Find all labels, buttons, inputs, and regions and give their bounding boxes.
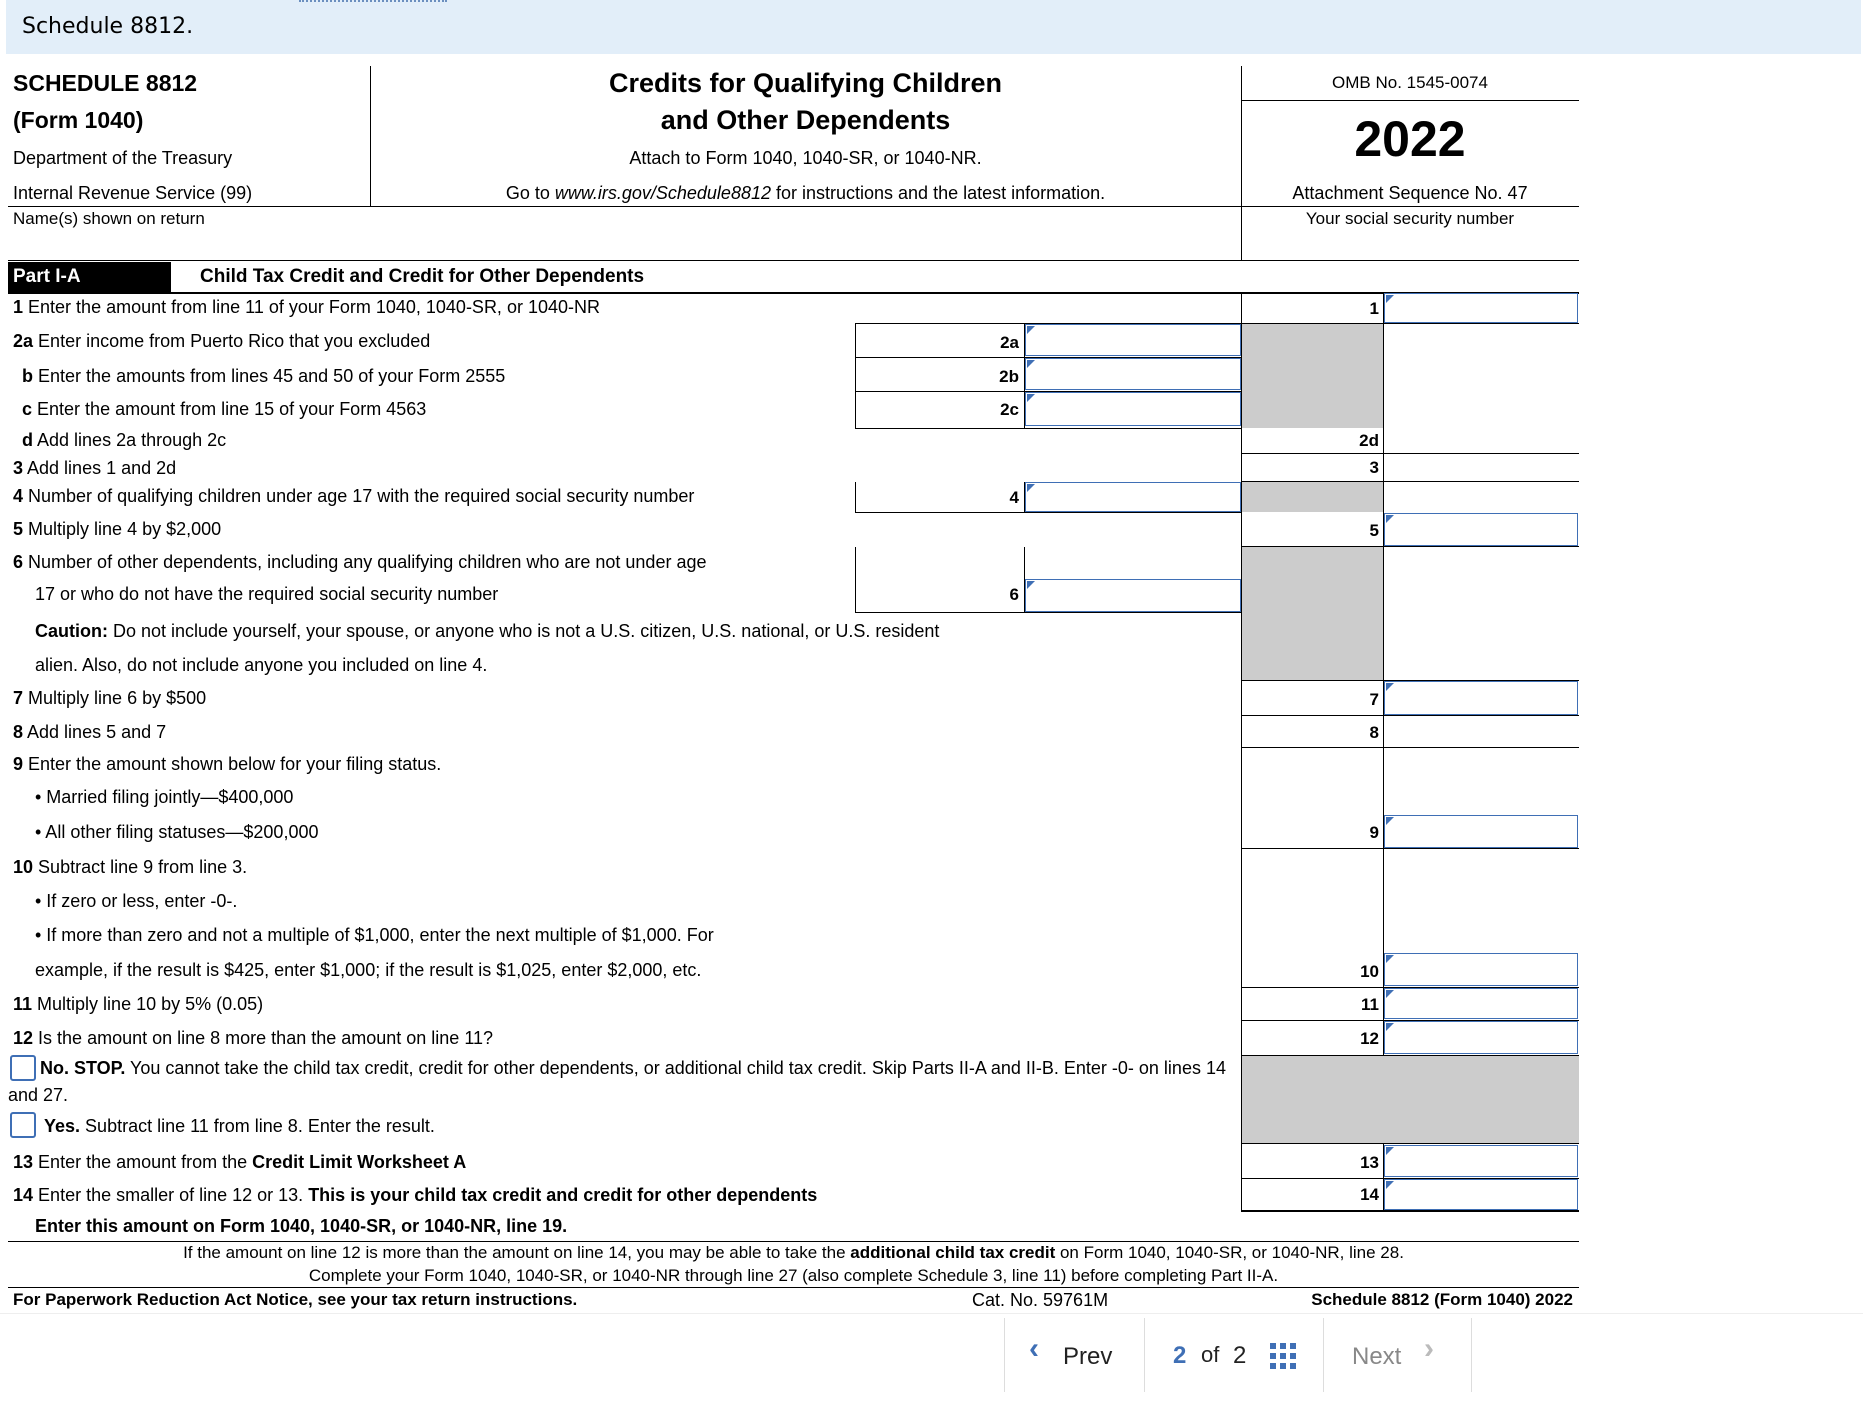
grid-icon[interactable] [1270,1343,1298,1371]
line-14-num: 14 [13,1185,34,1205]
line-13-text [13,1152,466,1173]
line-7-text [13,688,206,709]
rule-12 [1241,1055,1579,1056]
omb-number: OMB No. 1545-0074 [1332,73,1488,92]
line-13-label: Enter the amount from the [38,1152,253,1172]
box-12-label: 12 [1360,1029,1379,1048]
attachment-sequence: Attachment Sequence No. 47 [1292,183,1528,203]
caution-text [35,621,939,642]
line-12-num: 12 [13,1028,34,1048]
attach-instruction: Attach to Form 1040, 1040-SR, or 1040-NR. [629,148,982,168]
line-10-text [13,857,247,878]
paperwork-notice: For Paperwork Reduction Act Notice, see your tax return instructions. [13,1290,578,1309]
rule-13-top [1241,1143,1579,1144]
box-8-label: 8 [1369,723,1379,742]
line-5-label: Multiply line 4 by $2,000 [28,519,222,539]
box-1-label: 1 [1369,299,1379,318]
line-11-num: 11 [13,994,33,1014]
line-6-label-2: 17 or who do not have the required social security number [35,584,499,604]
header-dotted-rule [299,0,447,2]
yes-checkbox[interactable] [10,1112,36,1138]
line-2a-text [13,331,430,352]
box-7-label: 7 [1369,690,1379,709]
line-2b-num: b [22,366,33,386]
no-checkbox[interactable] [10,1055,36,1081]
line-2d-num: d [22,430,33,450]
catalog-number: Cat. No. 59761M [972,1290,1109,1310]
footer-note-2: Complete your Form 1040, 1040-SR, or 1040-NR through line 27 (also complete Schedule 3, line 11) before completing Part II-A. [308,1266,1279,1285]
line-6-label-1: Number of other dependents, including any qualifying children who are not under age [28,552,707,572]
form-label: (Form 1040) [13,107,144,133]
rule-9 [1241,848,1579,849]
schedule-title: SCHEDULE 8812 [13,70,198,96]
box-2c-label: 2c [1000,400,1019,419]
rule-2d [1241,453,1579,454]
line-9-text [13,754,441,775]
line-10-bullet-1: • If zero or less, enter -0-. [35,891,238,911]
rule-6 [855,612,1241,613]
line-5-num: 5 [13,519,24,539]
rule-8 [1241,747,1579,748]
line-14-label: Enter the smaller of line 12 or 13. [38,1185,309,1205]
footer-top-rule [8,1241,1579,1242]
rule-2c [855,428,1241,429]
line-13-worksheet: Credit Limit Worksheet A [252,1152,467,1172]
form-main-title-line2: and Other Dependents [660,105,951,135]
line-9-label: Enter the amount shown below for your filing status. [28,754,442,774]
box-2b-label: 2b [999,367,1019,386]
line-5-text [13,519,221,540]
line-13-num: 13 [13,1152,34,1172]
rule-7-top [1241,680,1579,681]
line-1-label: Enter the amount from line 11 of your Form 1040, 1040-SR, or 1040-NR [28,297,600,317]
rule-14 [1241,1210,1579,1212]
line-10-input[interactable] [1384,953,1578,986]
box-3-label: 3 [1369,458,1379,477]
shade-12 [1242,1055,1579,1143]
box-13-label: 13 [1360,1153,1379,1172]
line-2b-label: Enter the amounts from lines 45 and 50 of your Form 2555 [38,366,506,386]
prev-button[interactable] [1005,1318,1144,1392]
line-14-text [13,1185,817,1206]
line-6-text [13,552,706,573]
goto-url: www.irs.gov/Schedule8812 [554,183,771,203]
next-button[interactable] [1324,1318,1471,1392]
no-option-text-2: and 27. [8,1085,69,1105]
line-9-num: 9 [13,754,24,774]
goto-instruction [370,183,1241,204]
form-main-title-line1: Credits for Qualifying Children [608,68,1003,98]
no-label: No. STOP. [40,1058,126,1078]
chevron-right-icon: › [1424,1332,1434,1365]
rule-4 [855,512,1241,513]
line-3-label: Add lines 1 and 2d [27,458,177,478]
line-5-input[interactable] [1384,513,1578,546]
line-8-text [13,722,166,743]
page-of: of [1201,1342,1220,1367]
rule-7 [1241,715,1579,716]
name-row-top-rule [8,206,1579,207]
box-4-label: 4 [1009,488,1019,507]
line-2c-num: c [22,399,33,419]
goto-pre: Go to [505,183,555,203]
no-body: You cannot take the child tax credit, credit for other dependents, or additional child tax credit. Skip Parts II-A and II-B. Enter -0- on lines 14 [125,1058,1226,1078]
pager-divider [0,1313,1863,1314]
line-7-label: Multiply line 6 by $500 [28,688,207,708]
footer-note-1-pre: If the amount on line 12 is more than the amount on line 14, you may be able to take the [183,1243,851,1262]
shade-2abc [1242,323,1383,428]
document-title: Schedule 8812. [22,14,194,39]
part-bottom-rule [8,292,1579,294]
line-9-bullet-2: • All other filing statuses—$200,000 [35,822,319,842]
footer-note-1 [8,1243,1579,1263]
line-7-num: 7 [13,688,24,708]
part-title: Child Tax Credit and Credit for Other Dependents [200,266,645,287]
line-6-input[interactable] [1025,579,1241,612]
line-14-input[interactable] [1384,1179,1578,1210]
line-10-label: Subtract line 9 from line 3. [38,857,248,877]
caution-text-2: alien. Also, do not include anyone you included on line 4. [35,655,488,675]
caution-body: Do not include yourself, your spouse, or anyone who is not a U.S. citizen, U.S. national, or U.S. resident [107,621,940,641]
line-12-text [13,1028,493,1049]
caution-label: Caution: [35,621,108,641]
line-4-text [13,486,694,507]
omb-rule [1241,100,1579,101]
line-4-input[interactable] [1025,482,1241,512]
line-2a-input[interactable] [1025,324,1241,356]
rule-2a-top [855,323,1241,324]
line-12-input[interactable] [1384,1021,1578,1054]
line-2d-text [22,430,226,451]
footer-note-1-post: on Form 1040, 1040-SR, or 1040-NR, line 28. [1055,1243,1404,1262]
line-13-input[interactable] [1384,1145,1578,1177]
name-label: Name(s) shown on return [13,209,205,228]
part-label: Part I-A [8,262,171,292]
box-10-label: 10 [1360,962,1379,981]
current-page: 2 [1173,1342,1187,1369]
line-14-bold: This is your child tax credit and credit for other dependents [308,1185,818,1205]
ssn-label: Your social security number [1305,209,1515,228]
line-3-text [13,458,176,479]
footer-note-1-bold: additional child tax credit [850,1243,1056,1262]
rule-5 [1241,546,1579,547]
box-2a-label: 2a [1000,333,1019,352]
goto-post: for instructions and the latest information. [770,183,1106,203]
shade-6 [1242,547,1383,680]
line-4-num: 4 [13,486,24,506]
line-2c-text [22,399,426,420]
line-10-bullet-3: example, if the result is $425, enter $1,000; if the result is $1,025, enter $2,000, etc. [35,960,702,980]
name-row-bottom-rule [8,260,1579,261]
line-1-input[interactable] [1384,293,1578,323]
line-1-text [13,297,600,318]
line-10-num: 10 [13,857,34,877]
box-9-label: 9 [1369,823,1379,842]
line-8-label: Add lines 5 and 7 [27,722,167,742]
yes-label: Yes. [44,1116,81,1136]
line-2b-input[interactable] [1025,358,1241,390]
footer-bottom-rule [8,1287,1579,1288]
line-1-num: 1 [13,297,24,317]
box-14-label: 14 [1360,1185,1379,1204]
pager-sep-4 [1471,1318,1472,1392]
tax-year: 2022 [1354,111,1466,167]
prev-label: Prev [1063,1343,1113,1370]
yes-body: Subtract line 11 from line 8. Enter the result. [80,1116,435,1136]
line-12-label: Is the amount on line 8 more than the amount on line 11? [38,1028,494,1048]
line-14-enter: Enter this amount on Form 1040, 1040-SR, or 1040-NR, line 19. [35,1216,568,1236]
box-2d-label: 2d [1359,431,1379,450]
line-4-label: Number of qualifying children under age 17 with the required social security number [28,486,695,506]
line-9-input[interactable] [1384,815,1578,848]
line-2c-label: Enter the amount from line 15 of your Form 4563 [37,399,427,419]
line-11-label: Multiply line 10 by 5% (0.05) [37,994,264,1014]
rule-3 [1241,481,1579,482]
line-2b-text [22,366,505,387]
dept-label: Department of the Treasury [13,148,233,168]
total-pages: 2 [1233,1342,1247,1369]
viewer-header-bar [6,0,1861,54]
line-3-num: 3 [13,458,24,478]
schedule-footer-id: Schedule 8812 (Form 1040) 2022 [1311,1290,1573,1309]
box-6-label: 6 [1009,585,1019,604]
rule-1 [1241,323,1579,324]
chevron-left-icon: ‹ [1029,1332,1039,1365]
line-2c-input[interactable] [1025,392,1241,426]
yes-option-text [44,1116,435,1137]
shade-4 [1242,482,1383,512]
line-2a-num: 2a [13,331,34,351]
line-9-bullet-1: • Married filing jointly—$400,000 [35,787,294,807]
next-label: Next [1352,1343,1402,1370]
line-8-num: 8 [13,722,24,742]
line-6-num: 6 [13,552,24,572]
line-2d-label: Add lines 2a through 2c [37,430,227,450]
line-11-text [13,994,263,1015]
line-11-input[interactable] [1384,988,1578,1019]
line-10-bullet-2: • If more than zero and not a multiple of $1,000, enter the next multiple of $1,000. For [35,925,714,945]
irs-label: Internal Revenue Service (99) [13,183,253,203]
line-2a-label: Enter income from Puerto Rico that you excluded [38,331,431,351]
box-11-label: 11 [1361,995,1379,1014]
line-7-input[interactable] [1384,681,1578,715]
no-option-text [40,1058,1226,1079]
box-5-label: 5 [1369,521,1379,540]
